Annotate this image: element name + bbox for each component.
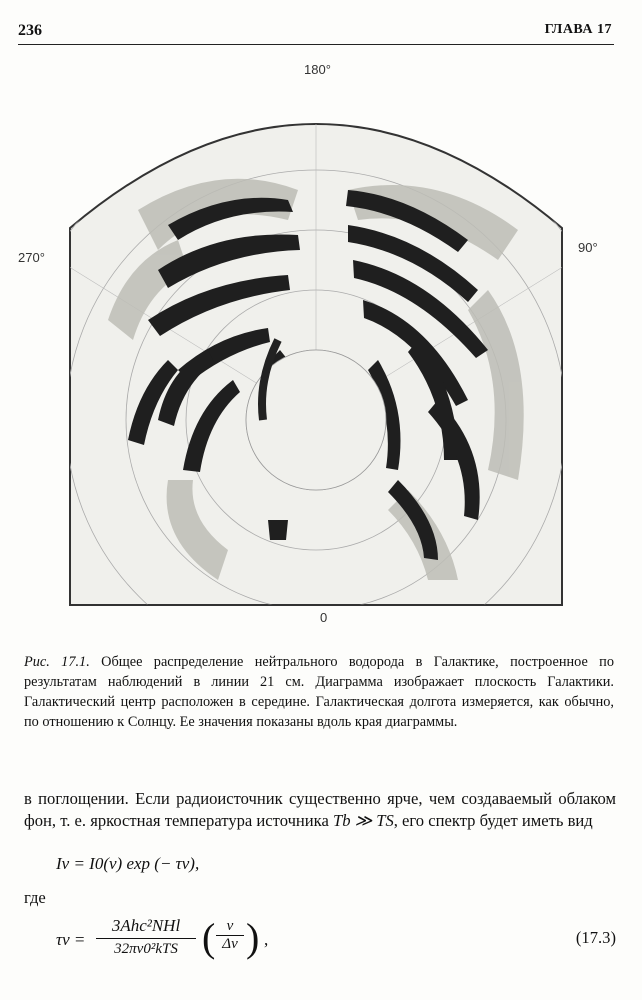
header-rule bbox=[18, 44, 614, 45]
hydrogen-map-figure bbox=[18, 60, 614, 635]
longitude-label-right: 90° bbox=[578, 240, 598, 255]
figure-caption bbox=[24, 652, 614, 732]
longitude-label-bottom: 0 bbox=[320, 610, 328, 625]
eq2-denominator: 32πν0²kTS bbox=[114, 941, 178, 957]
eq2-numerator: 3Ahc²NHl bbox=[96, 916, 196, 939]
eq2-lhs: τν = bbox=[56, 930, 86, 949]
eq2-ratio-den: Δν bbox=[222, 936, 238, 952]
running-head: ГЛАВА 17 bbox=[544, 22, 612, 37]
equation-intensity: Iν = I0(ν) exp (− τν), bbox=[56, 854, 200, 873]
page-number: 236 bbox=[18, 22, 42, 39]
eq2-close-paren: ) bbox=[246, 915, 260, 960]
page-header bbox=[0, 22, 642, 42]
longitude-label-left: 270° bbox=[18, 250, 45, 265]
brightness-condition: Tb ≫ TS bbox=[333, 811, 394, 830]
eq2-ratio bbox=[216, 918, 244, 953]
body-paragraph bbox=[24, 788, 616, 832]
eq2-comma: , bbox=[264, 930, 269, 949]
paragraph-text-end: , его спектр будет иметь вид bbox=[393, 811, 593, 830]
caption-ref: Рис. 17.1. bbox=[24, 654, 90, 670]
eq2-ratio-num: ν bbox=[216, 918, 244, 936]
eq2-open-paren: ( bbox=[202, 915, 216, 960]
eq2-fraction bbox=[96, 916, 196, 958]
longitude-label-top: 180° bbox=[304, 62, 331, 77]
equation-number: (17.3) bbox=[575, 928, 616, 947]
where-word: где bbox=[24, 888, 46, 907]
paragraph-text: в поглощении. Если радиоисточник существенно ярче, чем создаваемый облаком фон, т. е. яркостная температура источника bbox=[24, 789, 616, 830]
galaxy-hydrogen-map bbox=[18, 60, 614, 635]
caption-text: Общее распределение нейтрального водорода в Галактике, построенное по результатам наблюдений в линии 21 см. Диаграмма изображает плоскость Галактики. Галактический центр расположен в середине. Галактическая долгота измеряется, как обычно, по отношению к Солнцу. Ее значения показаны вдоль края диаграммы. bbox=[24, 654, 614, 730]
